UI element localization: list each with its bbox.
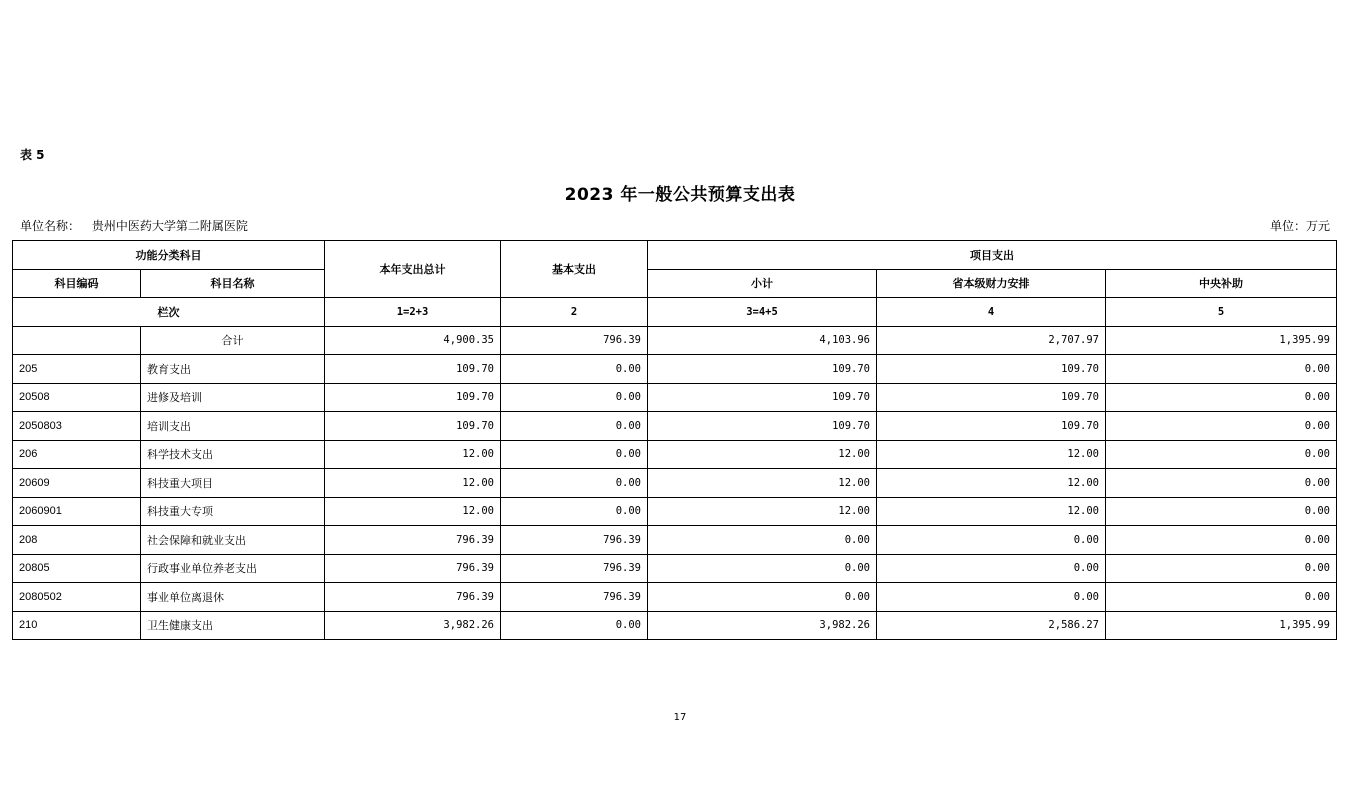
row-subtotal: 109.70	[648, 383, 877, 412]
row-provincial: 0.00	[877, 526, 1106, 555]
unit-name-line	[20, 217, 248, 234]
row-provincial: 12.00	[877, 469, 1106, 498]
sum-basic: 796.39	[501, 326, 648, 355]
row-code: 20609	[13, 469, 141, 498]
row-total: 12.00	[325, 440, 501, 469]
row-central: 0.00	[1106, 440, 1337, 469]
row-central: 0.00	[1106, 583, 1337, 612]
row-total: 796.39	[325, 554, 501, 583]
unit-name-label: 单位名称：	[20, 219, 81, 233]
header-func-class: 功能分类科目	[13, 241, 325, 270]
row-basic: 796.39	[501, 583, 648, 612]
header-row-1	[13, 241, 1337, 270]
row-subtotal: 12.00	[648, 497, 877, 526]
row-total: 109.70	[325, 412, 501, 441]
sum-provincial: 2,707.97	[877, 326, 1106, 355]
row-subtotal: 12.00	[648, 469, 877, 498]
row-code: 208	[13, 526, 141, 555]
table-number-label: 表 5	[20, 148, 45, 162]
column-index-label: 栏次	[13, 298, 325, 327]
column-index-subtotal: 3=4+5	[648, 298, 877, 327]
row-total: 12.00	[325, 469, 501, 498]
row-central: 0.00	[1106, 412, 1337, 441]
table-row	[13, 412, 1337, 441]
header-project: 项目支出	[648, 241, 1337, 270]
row-code: 2060901	[13, 497, 141, 526]
row-central: 0.00	[1106, 469, 1337, 498]
row-basic: 0.00	[501, 497, 648, 526]
page-number: 17	[673, 712, 687, 723]
row-basic: 796.39	[501, 554, 648, 583]
table-row	[13, 583, 1337, 612]
row-provincial: 109.70	[877, 383, 1106, 412]
header-row-2	[13, 269, 1337, 298]
row-subtotal: 0.00	[648, 554, 877, 583]
row-central: 0.00	[1106, 554, 1337, 583]
row-code: 20805	[13, 554, 141, 583]
row-name: 教育支出	[141, 355, 325, 384]
column-index-row	[13, 298, 1337, 327]
column-index-total: 1=2+3	[325, 298, 501, 327]
row-provincial: 0.00	[877, 554, 1106, 583]
table-row	[13, 497, 1337, 526]
row-subtotal: 3,982.26	[648, 611, 877, 640]
table-row	[13, 526, 1337, 555]
row-code: 20508	[13, 383, 141, 412]
row-name: 社会保障和就业支出	[141, 526, 325, 555]
row-basic: 0.00	[501, 355, 648, 384]
header-code: 科目编码	[13, 269, 141, 298]
row-provincial: 109.70	[877, 412, 1106, 441]
sum-name: 合计	[141, 326, 325, 355]
row-provincial: 109.70	[877, 355, 1106, 384]
document-title: 2023 年一般公共预算支出表	[564, 185, 796, 205]
table-row	[13, 469, 1337, 498]
table-row	[13, 383, 1337, 412]
row-code: 2050803	[13, 412, 141, 441]
row-provincial: 2,586.27	[877, 611, 1106, 640]
header-provincial: 省本级财力安排	[877, 269, 1106, 298]
row-subtotal: 0.00	[648, 526, 877, 555]
sum-subtotal: 4,103.96	[648, 326, 877, 355]
table-row	[13, 611, 1337, 640]
row-subtotal: 109.70	[648, 412, 877, 441]
row-provincial: 0.00	[877, 583, 1106, 612]
row-basic: 0.00	[501, 440, 648, 469]
row-code: 2080502	[13, 583, 141, 612]
sum-row	[13, 326, 1337, 355]
table-row	[13, 440, 1337, 469]
row-total: 12.00	[325, 497, 501, 526]
column-index-basic: 2	[501, 298, 648, 327]
row-central: 0.00	[1106, 383, 1337, 412]
row-basic: 0.00	[501, 611, 648, 640]
header-basic: 基本支出	[501, 241, 648, 298]
header-name: 科目名称	[141, 269, 325, 298]
sum-total: 4,900.35	[325, 326, 501, 355]
row-total: 109.70	[325, 355, 501, 384]
row-code: 210	[13, 611, 141, 640]
column-index-provincial: 4	[877, 298, 1106, 327]
row-name: 行政事业单位养老支出	[141, 554, 325, 583]
budget-expenditure-table	[12, 240, 1337, 640]
row-provincial: 12.00	[877, 440, 1106, 469]
row-name: 科技重大专项	[141, 497, 325, 526]
row-name: 卫生健康支出	[141, 611, 325, 640]
row-code: 206	[13, 440, 141, 469]
row-name: 科学技术支出	[141, 440, 325, 469]
row-basic: 0.00	[501, 412, 648, 441]
row-central: 0.00	[1106, 497, 1337, 526]
row-central: 0.00	[1106, 355, 1337, 384]
row-name: 培训支出	[141, 412, 325, 441]
header-subtotal: 小计	[648, 269, 877, 298]
header-central: 中央补助	[1106, 269, 1337, 298]
sum-central: 1,395.99	[1106, 326, 1337, 355]
unit-name-value: 贵州中医药大学第二附属医院	[91, 219, 248, 233]
row-subtotal: 0.00	[648, 583, 877, 612]
row-total: 796.39	[325, 583, 501, 612]
row-name: 事业单位离退休	[141, 583, 325, 612]
row-name: 进修及培训	[141, 383, 325, 412]
row-central: 0.00	[1106, 526, 1337, 555]
row-code: 205	[13, 355, 141, 384]
row-name: 科技重大项目	[141, 469, 325, 498]
header-total: 本年支出总计	[325, 241, 501, 298]
row-basic: 0.00	[501, 383, 648, 412]
table-row	[13, 355, 1337, 384]
row-subtotal: 109.70	[648, 355, 877, 384]
row-total: 3,982.26	[325, 611, 501, 640]
row-provincial: 12.00	[877, 497, 1106, 526]
row-subtotal: 12.00	[648, 440, 877, 469]
table-row	[13, 554, 1337, 583]
row-basic: 0.00	[501, 469, 648, 498]
currency-unit: 单位：万元	[1269, 219, 1330, 233]
column-index-central: 5	[1106, 298, 1337, 327]
row-basic: 796.39	[501, 526, 648, 555]
row-total: 796.39	[325, 526, 501, 555]
row-total: 109.70	[325, 383, 501, 412]
row-central: 1,395.99	[1106, 611, 1337, 640]
sum-code	[13, 326, 141, 355]
